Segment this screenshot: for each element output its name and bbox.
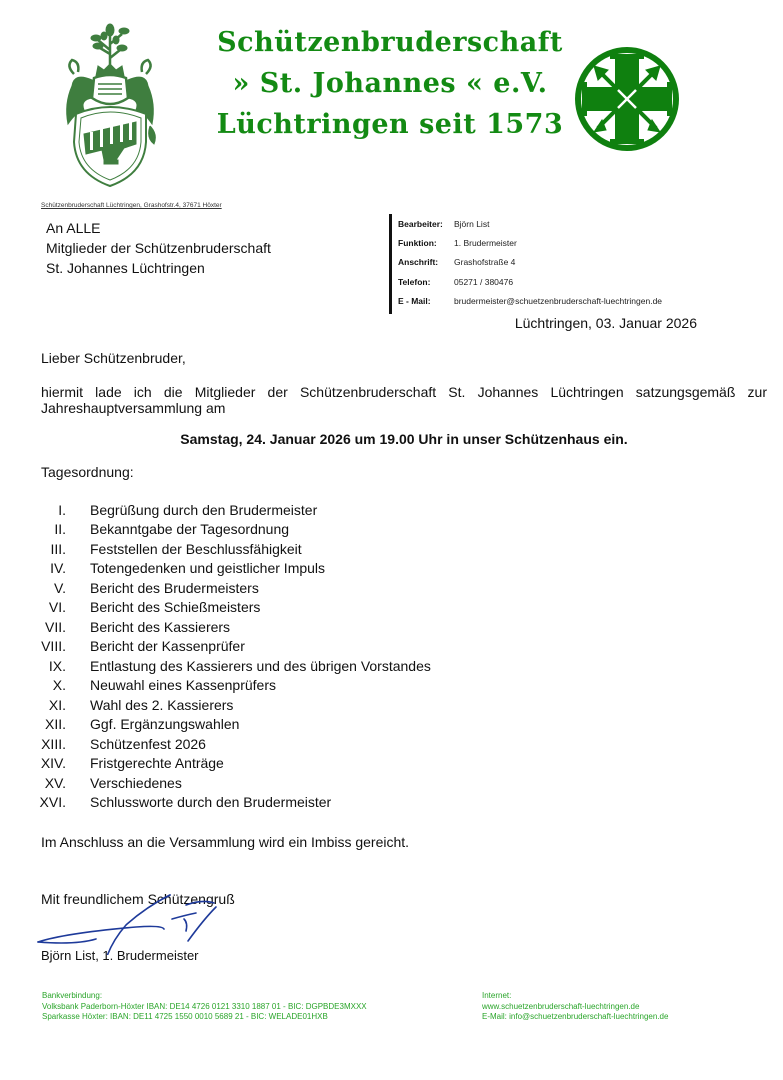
info-email-link[interactable]: E-Mail: info@schuetzenbruderschaft-luechtringen.de	[482, 1012, 669, 1021]
agenda-item	[30, 617, 431, 637]
agenda-item	[30, 578, 431, 598]
contact-value: Grashofstraße 4	[454, 257, 516, 268]
recipient-line: An ALLE	[46, 220, 101, 236]
agenda-number: IV.	[50, 560, 66, 577]
recipient-block	[46, 218, 271, 278]
agenda-number: I.	[58, 501, 66, 518]
agenda-text: Schützenfest 2026	[90, 735, 206, 752]
bank-line-volksbank: Volksbank Paderborn-Höxter IBAN: DE14 4726 0121 3310 1887 01 - BIC: DGPBDE3MXXX	[42, 1001, 367, 1011]
footer-bank-details	[42, 991, 367, 1023]
meeting-date-time: Samstag, 24. Januar 2026 um 19.00 Uhr in unser Schützenhaus ein.	[180, 431, 628, 447]
footer-internet	[482, 991, 668, 1023]
contact-label: E - Mail:	[398, 295, 431, 306]
contact-row-telefon	[398, 272, 662, 291]
agenda-text: Bericht des Brudermeisters	[90, 579, 259, 596]
sender-return-address: Schützenbruderschaft Lüchtringen, Grashofstr.4, 37671 Höxter	[41, 202, 222, 209]
internet-heading: Internet:	[482, 991, 512, 1000]
bank-line-sparkasse: Sparkasse Höxter: IBAN: DE11 4725 1550 0010 5689 21 - BIC: WELADE01HXB	[42, 1012, 328, 1021]
agenda-item	[30, 773, 431, 793]
contact-label: Bearbeiter:	[398, 218, 443, 229]
recipient-line: St. Johannes Lüchtringen	[46, 260, 205, 276]
agenda-number: III.	[50, 540, 66, 557]
title-line-1: Schützenbruderschaft	[217, 27, 563, 58]
agenda-text: Schlussworte durch den Brudermeister	[90, 794, 332, 811]
agenda-item	[30, 539, 431, 559]
organization-title	[215, 22, 565, 145]
agenda-number: XI.	[48, 696, 66, 713]
agenda-text: Fristgerechte Anträge	[90, 755, 224, 772]
agenda-item	[30, 598, 431, 618]
agenda-number: V.	[54, 579, 66, 596]
handwritten-signature-icon	[36, 885, 226, 955]
agenda-number: II.	[54, 521, 66, 538]
agenda-text: Begrüßung durch den Brudermeister	[90, 501, 318, 518]
agenda-number: VII.	[44, 618, 66, 635]
cross-arrows-emblem-icon	[572, 44, 682, 154]
agenda-item	[30, 734, 431, 754]
agenda-text: Feststellen der Beschlussfähigkeit	[90, 540, 302, 557]
contact-value: 1. Brudermeister	[454, 237, 517, 248]
contact-row-email	[398, 291, 662, 310]
agenda-number: XIV.	[40, 755, 66, 772]
agenda-text: Bericht des Kassierers	[90, 618, 231, 635]
contact-value: 05271 / 380476	[454, 276, 514, 287]
agenda-number: VIII.	[41, 638, 66, 655]
closing-note: Im Anschluss an die Versammlung wird ein Imbiss gereicht.	[41, 834, 410, 850]
agenda-text: Verschiedenes	[90, 774, 182, 791]
agenda-number: VI.	[48, 599, 66, 616]
agenda-item	[30, 656, 431, 676]
agenda-text: Totengedenken und geistlicher Impuls	[90, 560, 326, 577]
invitation-paragraph: hiermit lade ich die Mitglieder der Schützenbruderschaft St. Johannes Lüchtringen satzungsgemäß zur Jahreshauptversammlung am	[41, 384, 767, 416]
contact-label: Anschrift:	[398, 257, 439, 268]
contact-label: Telefon:	[398, 276, 431, 287]
regards: Mit freundlichem Schützengruß	[41, 891, 235, 907]
agenda-number: X.	[52, 677, 66, 694]
greeting: Lieber Schützenbruder,	[41, 350, 186, 366]
agenda-item	[30, 520, 431, 540]
contact-value: Björn List	[454, 218, 490, 229]
agenda-item	[30, 715, 431, 735]
title-line-2: » St. Johannes « e.V.	[232, 68, 548, 99]
agenda-text: Bericht der Kassenprüfer	[90, 638, 245, 655]
contact-email-link[interactable]: brudermeister@schuetzenbruderschaft-luechtringen.de	[454, 295, 663, 306]
agenda-item	[30, 500, 431, 520]
title-line-3: Lüchtringen seit 1573	[216, 109, 564, 140]
agenda-number: XII.	[44, 716, 66, 733]
agenda-item	[30, 676, 431, 696]
contact-row-anschrift	[398, 253, 662, 272]
agenda-heading: Tagesordnung:	[41, 464, 134, 480]
bank-heading: Bankverbindung:	[42, 991, 103, 1000]
agenda-item	[30, 559, 431, 579]
agenda-item	[30, 793, 431, 813]
signer-name: Björn List, 1. Brudermeister	[41, 948, 199, 963]
agenda-text: Neuwahl eines Kassenprüfers	[90, 677, 276, 694]
agenda-text: Bericht des Schießmeisters	[90, 599, 261, 616]
agenda-number: IX.	[48, 657, 66, 674]
contact-info-block	[389, 214, 662, 314]
agenda-item	[30, 754, 431, 774]
recipient-line: Mitglieder der Schützenbruderschaft	[46, 240, 271, 256]
agenda-item	[30, 695, 431, 715]
contact-row-funktion	[398, 233, 662, 252]
agenda-text: Bekanntgabe der Tagesordnung	[90, 521, 290, 538]
contact-label: Funktion:	[398, 237, 437, 248]
agenda-list	[30, 500, 431, 812]
coat-of-arms-icon	[54, 14, 166, 190]
agenda-text: Ggf. Ergänzungswahlen	[90, 716, 240, 733]
agenda-number: XIII.	[41, 735, 66, 752]
agenda-text: Wahl des 2. Kassierers	[90, 696, 234, 713]
agenda-number: XV.	[44, 774, 66, 791]
letter-date: Lüchtringen, 03. Januar 2026	[514, 315, 697, 331]
agenda-item	[30, 637, 431, 657]
website-link[interactable]: www.schuetzenbruderschaft-luechtringen.de	[482, 1001, 640, 1011]
agenda-number: XVI.	[39, 794, 66, 811]
agenda-text: Entlastung des Kassierers und des übrigen Vorstandes	[90, 657, 431, 674]
contact-row-bearbeiter	[398, 214, 662, 233]
